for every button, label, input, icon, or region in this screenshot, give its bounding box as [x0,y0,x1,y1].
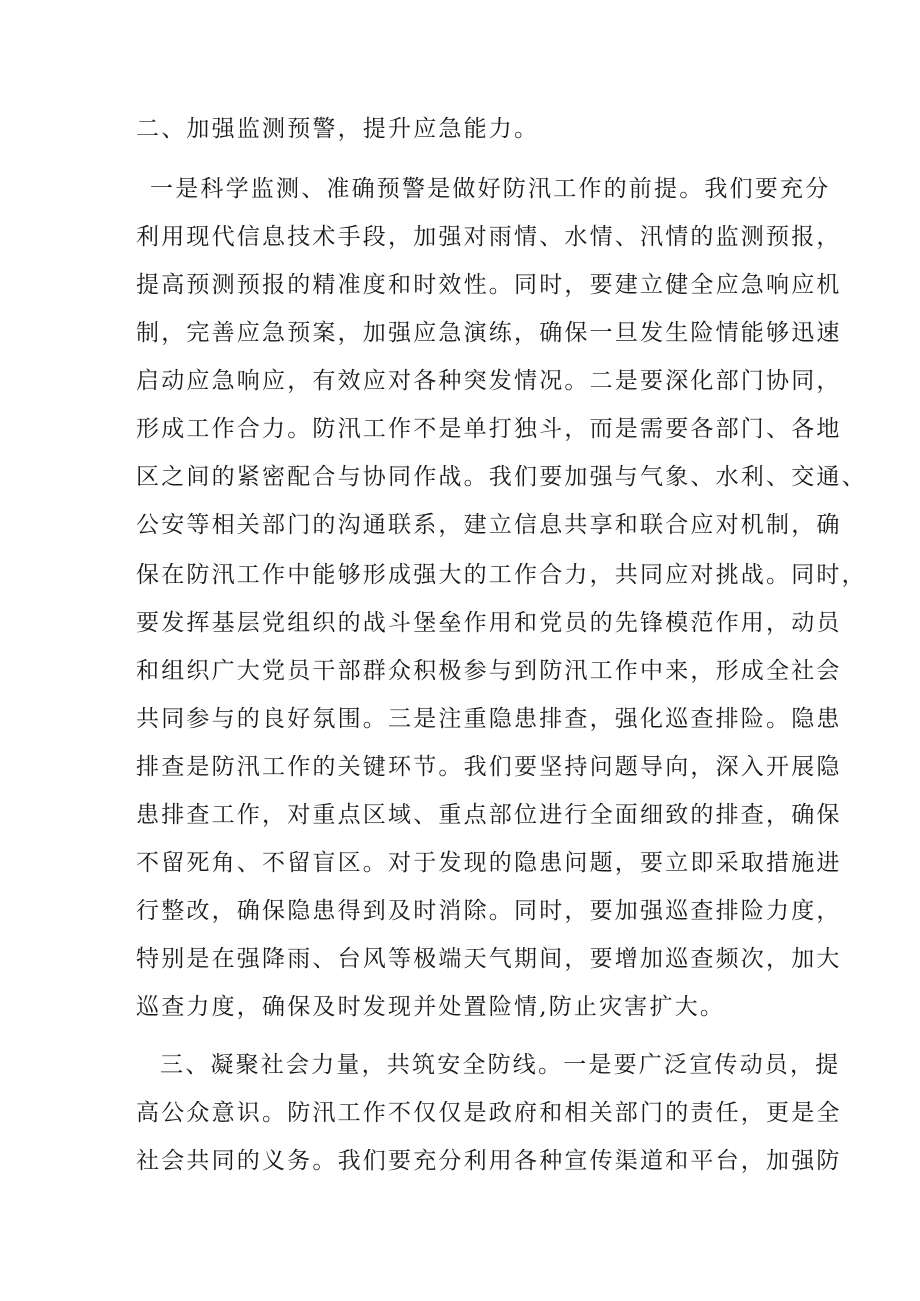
paragraph-line: 保在防汛工作中能够形成强大的工作合力，共同应对挑战。同时， [136,562,867,588]
paragraph-line: 共同参与的良好氛围。三是注重隐患排查，强化巡查排险。隐患 [136,706,842,732]
paragraph-line: 公安等相关部门的沟通联系，建立信息共享和联合应对机制，确 [136,512,842,538]
paragraph-line: 一是科学监测、准确预警是做好防汛工作的前提。我们要充分 [150,176,831,202]
paragraph-line: 巡查力度，确保及时发现并处置险情,防止灾害扩大。 [136,994,726,1020]
paragraph-line: 不留死角、不留盲区。对于发现的隐患问题，要立即采取措施进 [136,850,842,876]
paragraph-line: 高公众意识。防汛工作不仅仅是政府和相关部门的责任，更是全 [136,1100,842,1126]
paragraph-line: 排查是防汛工作的关键环节。我们要坚持问题导向，深入开展隐 [136,754,842,780]
paragraph-line: 要发挥基层党组织的战斗堡垒作用和党员的先锋模范作用，动员 [136,610,842,636]
paragraph-line: 启动应急响应，有效应对各种突发情况。二是要深化部门协同， [136,368,842,394]
section-heading-2: 二、加强监测预警，提升应急能力。 [136,116,540,142]
paragraph-line: 患排查工作，对重点区域、重点部位进行全面细致的排查，确保 [136,802,842,828]
paragraph-line: 行整改，确保隐患得到及时消除。同时，要加强巡查排险力度， [136,898,842,924]
section-heading-3: 三、凝聚社会力量，共筑安全防线。一是要广泛宣传动员，提 [160,1052,841,1078]
paragraph-line: 特别是在强降雨、台风等极端天气期间，要增加巡查频次，加大 [136,946,842,972]
paragraph-line: 利用现代信息技术手段，加强对雨情、水情、汛情的监测预报， [136,224,842,250]
paragraph-line: 制，完善应急预案，加强应急演练，确保一旦发生险情能够迅速 [136,320,842,346]
paragraph-line: 区之间的紧密配合与协同作战。我们要加强与气象、水利、交通、 [136,464,867,490]
paragraph-line: 社会共同的义务。我们要充分利用各种宣传渠道和平台，加强防 [136,1148,842,1174]
paragraph-line: 形成工作合力。防汛工作不是单打独斗，而是需要各部门、各地 [136,416,842,442]
paragraph-line: 提高预测预报的精准度和时效性。同时，要建立健全应急响应机 [136,272,842,298]
paragraph-line: 和组织广大党员干部群众积极参与到防汛工作中来，形成全社会 [136,658,842,684]
